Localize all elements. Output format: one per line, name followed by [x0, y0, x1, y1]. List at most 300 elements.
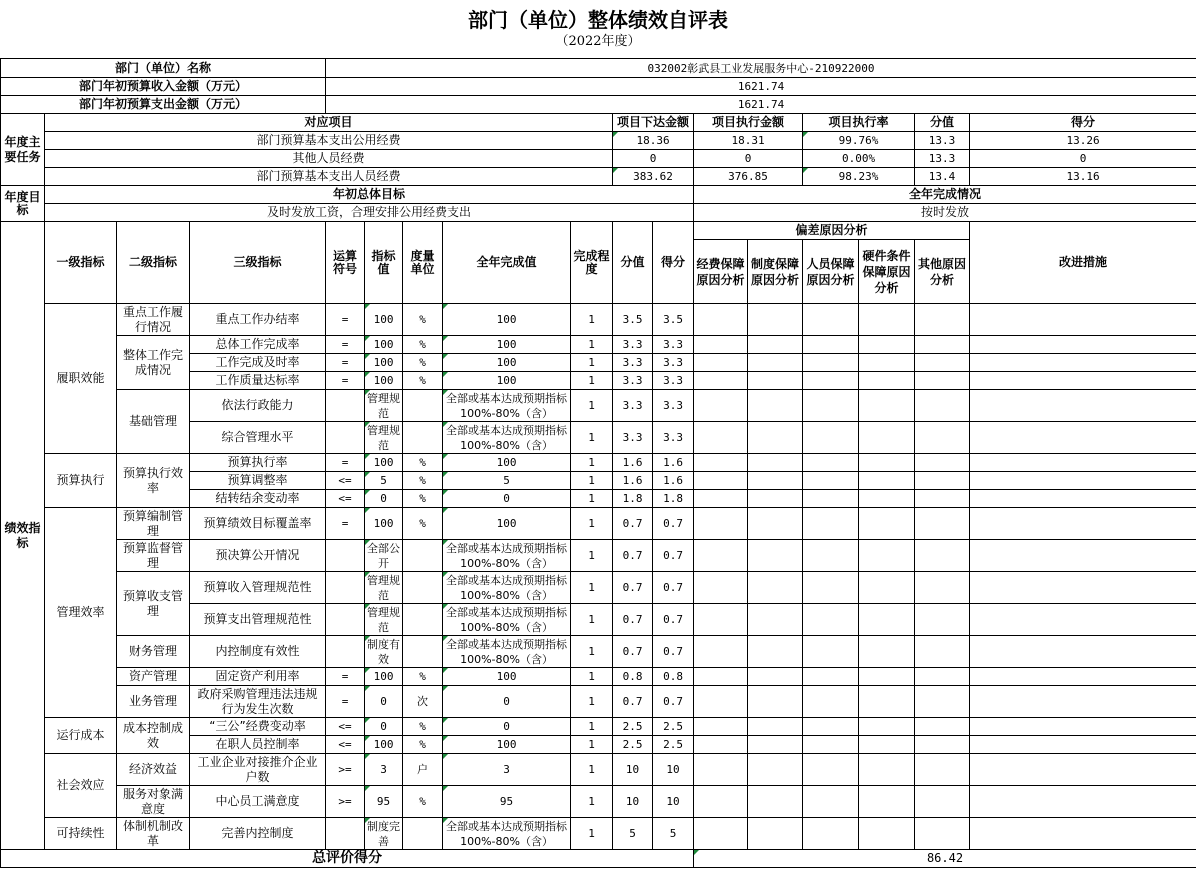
indicator-dev-cell: [915, 668, 970, 686]
task-exec-rate: 99.76%: [803, 132, 915, 150]
indicator-unit: %: [403, 786, 443, 818]
indicator-level2: 财务管理: [117, 636, 190, 668]
indicator-dev-cell: [748, 336, 803, 354]
indicator-unit: %: [403, 304, 443, 336]
indicator-operator: =: [326, 354, 365, 372]
indicator-degree: 1: [571, 718, 613, 736]
indicator-weight: 0.7: [613, 572, 653, 604]
indicator-actual: 全部或基本达成预期指标100%-80%（含）: [443, 818, 571, 850]
indicator-degree: 1: [571, 336, 613, 354]
indicator-score: 3.3: [653, 336, 694, 354]
indicator-score: 1.6: [653, 454, 694, 472]
indicator-level1: 社会效应: [45, 754, 117, 818]
indicator-operator: <=: [326, 736, 365, 754]
indicator-dev-cell: [803, 736, 859, 754]
col-header-operator: 运算符号: [326, 222, 365, 304]
indicator-improve-cell: [970, 604, 1196, 636]
task-executed: 0: [694, 150, 803, 168]
indicator-unit: [403, 818, 443, 850]
indicator-level1: 管理效率: [45, 508, 117, 718]
task-allocated: 0: [613, 150, 694, 168]
indicator-dev-cell: [694, 336, 748, 354]
indicator-dev-cell: [748, 604, 803, 636]
indicator-weight: 5: [613, 818, 653, 850]
indicator-operator: =: [326, 686, 365, 718]
indicator-degree: 1: [571, 372, 613, 390]
indicator-degree: 1: [571, 304, 613, 336]
indicator-dev-cell: [803, 336, 859, 354]
indicator-dev-cell: [694, 354, 748, 372]
col-header-level2: 二级指标: [117, 222, 190, 304]
indicator-score: 0.7: [653, 540, 694, 572]
indicator-dev-cell: [859, 786, 915, 818]
indicator-weight: 10: [613, 786, 653, 818]
indicator-weight: 0.8: [613, 668, 653, 686]
indicator-unit: %: [403, 718, 443, 736]
indicator-level3: 综合管理水平: [190, 422, 326, 454]
indicator-dev-cell: [915, 336, 970, 354]
indicator-improve-cell: [970, 754, 1196, 786]
indicator-dev-cell: [694, 668, 748, 686]
indicator-dev-cell: [859, 686, 915, 718]
indicator-dev-cell: [694, 818, 748, 850]
task-project: 部门预算基本支出公用经费: [45, 132, 613, 150]
table-row: [1, 132, 1196, 150]
table-row: [1, 186, 1196, 204]
indicator-improve-cell: [970, 304, 1196, 336]
table-row: [1, 78, 1196, 96]
indicator-degree: 1: [571, 454, 613, 472]
table-row: [1, 454, 1196, 472]
indicator-level3: 固定资产利用率: [190, 668, 326, 686]
indicator-unit: %: [403, 736, 443, 754]
indicator-score: 0.7: [653, 508, 694, 540]
indicator-improve-cell: [970, 454, 1196, 472]
indicator-dev-cell: [915, 572, 970, 604]
indicator-dev-cell: [859, 818, 915, 850]
indicator-dev-cell: [859, 668, 915, 686]
indicator-dev-cell: [748, 454, 803, 472]
indicator-operator: =: [326, 372, 365, 390]
indicator-level2: 基础管理: [117, 390, 190, 454]
task-score: 13.16: [970, 168, 1196, 186]
indicator-improve-cell: [970, 668, 1196, 686]
indicator-weight: 0.7: [613, 686, 653, 718]
col-header-score: 得分: [653, 222, 694, 304]
table-row: [1, 150, 1196, 168]
indicator-level3: 预决算公开情况: [190, 540, 326, 572]
indicator-degree: 1: [571, 818, 613, 850]
table-row: [1, 636, 1196, 668]
task-executed: 376.85: [694, 168, 803, 186]
income-label: 部门年初预算收入金额（万元）: [1, 78, 326, 96]
indicator-level3: 内控制度有效性: [190, 636, 326, 668]
indicator-target: 制度完善: [365, 818, 403, 850]
indicator-weight: 1.6: [613, 454, 653, 472]
indicator-target: 全部公开: [365, 540, 403, 572]
indicator-improve-cell: [970, 422, 1196, 454]
indicator-dev-cell: [748, 668, 803, 686]
indicator-degree: 1: [571, 508, 613, 540]
indicator-dev-cell: [694, 572, 748, 604]
col-header-allocated: 项目下达金额: [613, 114, 694, 132]
col-header-unit: 度量单位: [403, 222, 443, 304]
indicator-operator: [326, 390, 365, 422]
dept-name-label: 部门（单位）名称: [1, 59, 326, 78]
indicator-level3: 中心员工满意度: [190, 786, 326, 818]
indicator-target: 5: [365, 472, 403, 490]
indicator-dev-cell: [915, 686, 970, 718]
indicator-actual: 100: [443, 736, 571, 754]
col-header-weight: 分值: [613, 222, 653, 304]
col-header-dev-3: 硬件条件保障原因分析: [859, 240, 915, 304]
table-row: [1, 168, 1196, 186]
indicator-dev-cell: [748, 472, 803, 490]
col-header-exec-rate: 项目执行率: [803, 114, 915, 132]
indicator-target: 制度有效: [365, 636, 403, 668]
indicator-actual: 全部或基本达成预期指标100%-80%（含）: [443, 572, 571, 604]
table-row: [1, 304, 1196, 336]
indicator-score: 2.5: [653, 736, 694, 754]
indicator-dev-cell: [803, 686, 859, 718]
task-exec-rate: 0.00%: [803, 150, 915, 168]
indicator-degree: 1: [571, 572, 613, 604]
col-header-executed: 项目执行金额: [694, 114, 803, 132]
indicator-actual: 100: [443, 354, 571, 372]
indicator-operator: =: [326, 336, 365, 354]
indicator-dev-cell: [859, 508, 915, 540]
indicator-actual: 3: [443, 754, 571, 786]
indicator-target: 100: [365, 736, 403, 754]
indicator-unit: [403, 390, 443, 422]
indicator-score: 3.5: [653, 304, 694, 336]
indicator-dev-cell: [694, 422, 748, 454]
task-allocated: 18.36: [613, 132, 694, 150]
indicator-actual: 0: [443, 686, 571, 718]
indicator-weight: 3.3: [613, 354, 653, 372]
indicator-target: 管理规范: [365, 604, 403, 636]
indicator-improve-cell: [970, 818, 1196, 850]
indicator-level3: 预算收入管理规范性: [190, 572, 326, 604]
indicator-dev-cell: [803, 572, 859, 604]
indicator-improve-cell: [970, 636, 1196, 668]
indicator-weight: 1.6: [613, 472, 653, 490]
indicator-level2: 预算监督管理: [117, 540, 190, 572]
indicator-improve-cell: [970, 540, 1196, 572]
indicator-weight: 0.7: [613, 540, 653, 572]
indicator-target: 100: [365, 336, 403, 354]
indicator-actual: 100: [443, 336, 571, 354]
indicator-target: 3: [365, 754, 403, 786]
indicator-operator: [326, 636, 365, 668]
evaluation-table: [0, 58, 1196, 868]
indicator-dev-cell: [748, 422, 803, 454]
table-row: [1, 59, 1196, 78]
indicator-dev-cell: [803, 668, 859, 686]
indicator-level3: 工作完成及时率: [190, 354, 326, 372]
indicator-improve-cell: [970, 372, 1196, 390]
indicator-level3: 预算支出管理规范性: [190, 604, 326, 636]
col-header-score: 得分: [970, 114, 1196, 132]
expense-label: 部门年初预算支出金额（万元）: [1, 96, 326, 114]
indicator-level3: 总体工作完成率: [190, 336, 326, 354]
indicator-improve-cell: [970, 336, 1196, 354]
indicator-operator: [326, 540, 365, 572]
indicator-actual: 100: [443, 372, 571, 390]
indicator-dev-cell: [915, 604, 970, 636]
table-row: [1, 540, 1196, 572]
indicator-unit: [403, 422, 443, 454]
indicator-improve-cell: [970, 686, 1196, 718]
indicator-dev-cell: [748, 686, 803, 718]
indicator-dev-cell: [803, 372, 859, 390]
indicator-improve-cell: [970, 508, 1196, 540]
indicator-target: 100: [365, 354, 403, 372]
indicator-improve-cell: [970, 786, 1196, 818]
indicator-dev-cell: [803, 422, 859, 454]
indicator-dev-cell: [748, 490, 803, 508]
col-header-deviation: 偏差原因分析: [694, 222, 970, 240]
indicator-target: 管理规范: [365, 390, 403, 422]
col-header-dev-0: 经费保障原因分析: [694, 240, 748, 304]
indicator-dev-cell: [694, 490, 748, 508]
indicator-dev-cell: [694, 636, 748, 668]
task-weight: 13.4: [915, 168, 970, 186]
indicator-actual: 全部或基本达成预期指标100%-80%（含）: [443, 636, 571, 668]
indicator-level3: 预算调整率: [190, 472, 326, 490]
col-header-level3: 三级指标: [190, 222, 326, 304]
indicator-dev-cell: [859, 372, 915, 390]
indicator-target: 管理规范: [365, 572, 403, 604]
indicator-dev-cell: [915, 786, 970, 818]
indicator-dev-cell: [859, 422, 915, 454]
indicator-dev-cell: [694, 390, 748, 422]
indicator-level3: 在职人员控制率: [190, 736, 326, 754]
indicator-dev-cell: [915, 636, 970, 668]
indicator-actual: 全部或基本达成预期指标100%-80%（含）: [443, 540, 571, 572]
indicator-level3: 政府采购管理违法违规行为发生次数: [190, 686, 326, 718]
indicator-target: 0: [365, 490, 403, 508]
indicator-score: 3.3: [653, 354, 694, 372]
indicator-level3: 工业企业对接推介企业户数: [190, 754, 326, 786]
indicator-weight: 3.3: [613, 372, 653, 390]
indicator-dev-cell: [859, 736, 915, 754]
indicator-weight: 10: [613, 754, 653, 786]
task-executed: 18.31: [694, 132, 803, 150]
indicator-unit: %: [403, 668, 443, 686]
indicator-actual: 0: [443, 490, 571, 508]
indicator-operator: [326, 818, 365, 850]
indicator-actual: 95: [443, 786, 571, 818]
indicator-score: 1.8: [653, 490, 694, 508]
indicator-score: 0.7: [653, 572, 694, 604]
indicator-dev-cell: [915, 508, 970, 540]
total-value: 86.42: [694, 850, 1196, 868]
indicator-level2: 预算执行效率: [117, 454, 190, 508]
indicator-score: 0.7: [653, 604, 694, 636]
completion-value: 按时发放: [694, 204, 1196, 222]
col-header-project: 对应项目: [45, 114, 613, 132]
indicator-operator: <=: [326, 472, 365, 490]
indicator-dev-cell: [694, 604, 748, 636]
indicator-dev-cell: [915, 372, 970, 390]
indicator-degree: 1: [571, 472, 613, 490]
indicator-unit: %: [403, 454, 443, 472]
indicator-dev-cell: [748, 572, 803, 604]
col-header-dev-2: 人员保障原因分析: [803, 240, 859, 304]
indicator-dev-cell: [859, 540, 915, 572]
indicator-dev-cell: [859, 390, 915, 422]
indicator-degree: 1: [571, 390, 613, 422]
indicator-score: 10: [653, 786, 694, 818]
task-allocated: 383.62: [613, 168, 694, 186]
goals-side-label: 年度目标: [1, 186, 45, 222]
indicator-dev-cell: [694, 736, 748, 754]
indicator-unit: %: [403, 372, 443, 390]
indicator-actual: 全部或基本达成预期指标100%-80%（含）: [443, 390, 571, 422]
indicator-score: 2.5: [653, 718, 694, 736]
indicator-unit: %: [403, 354, 443, 372]
col-header-improve: 改进措施: [970, 222, 1196, 304]
indicator-score: 1.6: [653, 472, 694, 490]
indicator-unit: 次: [403, 686, 443, 718]
expense-value: 1621.74: [326, 96, 1196, 114]
task-exec-rate: 98.23%: [803, 168, 915, 186]
task-project: 部门预算基本支出人员经费: [45, 168, 613, 186]
indicator-target: 100: [365, 668, 403, 686]
indicator-actual: 0: [443, 718, 571, 736]
indicator-degree: 1: [571, 604, 613, 636]
col-header-dev-4: 其他原因分析: [915, 240, 970, 304]
indicator-unit: %: [403, 472, 443, 490]
indicator-dev-cell: [859, 754, 915, 786]
indicator-dev-cell: [803, 390, 859, 422]
indicator-target: 100: [365, 508, 403, 540]
indicator-score: 3.3: [653, 390, 694, 422]
col-header-weight: 分值: [915, 114, 970, 132]
indicator-dev-cell: [803, 354, 859, 372]
indicator-dev-cell: [915, 472, 970, 490]
indicator-dev-cell: [748, 818, 803, 850]
table-row: [1, 754, 1196, 786]
indicator-dev-cell: [915, 490, 970, 508]
indicator-level3: 重点工作办结率: [190, 304, 326, 336]
indicator-dev-cell: [694, 472, 748, 490]
indicator-level2: 整体工作完成情况: [117, 336, 190, 390]
indicator-operator: =: [326, 668, 365, 686]
indicator-level2: 成本控制成效: [117, 718, 190, 754]
indicator-dev-cell: [748, 354, 803, 372]
indicator-unit: [403, 572, 443, 604]
indicator-score: 0.8: [653, 668, 694, 686]
indicator-weight: 0.7: [613, 508, 653, 540]
table-row: [1, 686, 1196, 718]
indicator-dev-cell: [859, 490, 915, 508]
task-score: 0: [970, 150, 1196, 168]
indicator-dev-cell: [803, 604, 859, 636]
indicator-actual: 100: [443, 508, 571, 540]
indicator-dev-cell: [915, 718, 970, 736]
indicator-dev-cell: [915, 454, 970, 472]
indicator-improve-cell: [970, 390, 1196, 422]
indicator-degree: 1: [571, 736, 613, 754]
indicator-improve-cell: [970, 718, 1196, 736]
indicator-target: 95: [365, 786, 403, 818]
indicator-level2: 预算编制管理: [117, 508, 190, 540]
indicator-actual: 5: [443, 472, 571, 490]
indicator-weight: 0.7: [613, 636, 653, 668]
indicator-dev-cell: [748, 754, 803, 786]
indicator-dev-cell: [694, 508, 748, 540]
indicator-actual: 100: [443, 304, 571, 336]
indicator-level1: 运行成本: [45, 718, 117, 754]
indicator-dev-cell: [748, 372, 803, 390]
indicator-unit: 户: [403, 754, 443, 786]
indicator-operator: =: [326, 304, 365, 336]
indicator-dev-cell: [694, 686, 748, 718]
indicator-weight: 3.3: [613, 336, 653, 354]
initial-goal-value: 及时发放工资，合理安排公用经费支出: [45, 204, 694, 222]
indicator-weight: 3.3: [613, 422, 653, 454]
indicator-score: 0.7: [653, 636, 694, 668]
indicator-degree: 1: [571, 540, 613, 572]
indicator-dev-cell: [915, 754, 970, 786]
indicator-operator: =: [326, 508, 365, 540]
indicator-target: 0: [365, 718, 403, 736]
indicator-dev-cell: [803, 304, 859, 336]
indicator-operator: >=: [326, 754, 365, 786]
task-score: 13.26: [970, 132, 1196, 150]
indicator-target: 100: [365, 372, 403, 390]
indicator-dev-cell: [748, 304, 803, 336]
total-label: 总评价得分: [1, 850, 694, 868]
indicator-dev-cell: [803, 786, 859, 818]
indicator-dev-cell: [915, 736, 970, 754]
col-header-degree: 完成程度: [571, 222, 613, 304]
indicator-degree: 1: [571, 636, 613, 668]
indicator-dev-cell: [694, 372, 748, 390]
indicator-dev-cell: [748, 540, 803, 572]
indicator-actual: 全部或基本达成预期指标100%-80%（含）: [443, 422, 571, 454]
indicator-level3: 工作质量达标率: [190, 372, 326, 390]
indicator-dev-cell: [803, 754, 859, 786]
indicator-dev-cell: [803, 454, 859, 472]
indicator-score: 0.7: [653, 686, 694, 718]
indicator-operator: [326, 604, 365, 636]
indicator-dev-cell: [859, 604, 915, 636]
indicator-dev-cell: [803, 508, 859, 540]
indicator-operator: <=: [326, 718, 365, 736]
indicator-dev-cell: [748, 786, 803, 818]
indicator-dev-cell: [748, 636, 803, 668]
indicator-dev-cell: [859, 454, 915, 472]
indicator-weight: 3.5: [613, 304, 653, 336]
indicator-level2: 体制机制改革: [117, 818, 190, 850]
indicator-level3: 完善内控制度: [190, 818, 326, 850]
indicators-side-label: 绩效指标: [1, 222, 45, 850]
indicator-unit: [403, 540, 443, 572]
indicator-dev-cell: [915, 540, 970, 572]
indicator-score: 10: [653, 754, 694, 786]
indicator-level3: 预算绩效目标覆盖率: [190, 508, 326, 540]
indicator-dev-cell: [803, 636, 859, 668]
indicator-dev-cell: [915, 304, 970, 336]
task-weight: 13.3: [915, 150, 970, 168]
indicator-dev-cell: [748, 718, 803, 736]
indicator-degree: 1: [571, 786, 613, 818]
indicator-improve-cell: [970, 572, 1196, 604]
indicator-degree: 1: [571, 668, 613, 686]
